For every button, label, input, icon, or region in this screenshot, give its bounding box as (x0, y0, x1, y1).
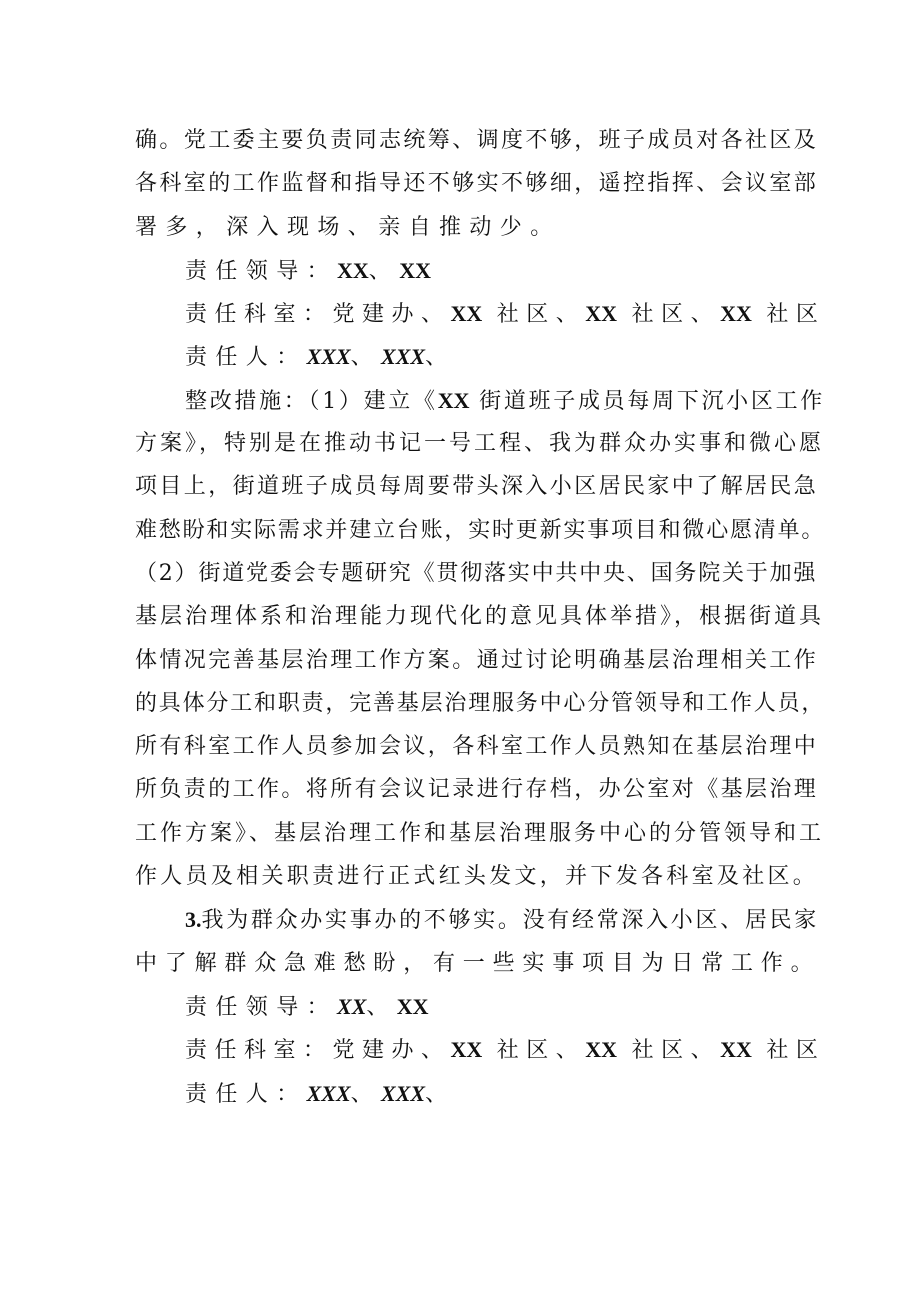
text-line (135, 162, 825, 205)
text-segment: XX (585, 1037, 618, 1063)
text-segment: 体情况完善基层治理工作方案。通过讨论明确基层治理相关工作 (135, 647, 819, 673)
text-segment: 责任领导： (185, 994, 338, 1020)
text-segment: （2）街道党委会专题研究《贯彻落实中共中央、国务院关于加强 (135, 560, 818, 586)
text-segment: 、 (350, 345, 382, 371)
text-segment: 难愁盼和实际需求并建立台账，实时更新实事项目和微心愿清单。 (135, 517, 826, 543)
text-segment: 各科室的工作监督和指导还不够实不够细，遥控指挥、会议室部 (135, 171, 819, 197)
text-segment: 、 (425, 345, 456, 371)
text-segment: 项目上，街道班子成员每周要带头深入小区居民家中了解居民急 (135, 474, 819, 500)
text-segment: 社区、 (482, 1038, 586, 1064)
text-segment: 作人员及相关职责进行正式红头发文，并下发各科室及社区。 (135, 864, 819, 890)
text-segment: 社区 (751, 302, 826, 328)
text-line (135, 985, 825, 1028)
text-segment: 确。党工委主要负责同志统筹、调度不够，班子成员对各社区及 (135, 128, 819, 153)
text-segment: XXX (381, 1080, 426, 1106)
text-segment: 社区、 (482, 302, 586, 328)
text-segment: XX (585, 301, 618, 327)
text-segment: XX (720, 301, 752, 327)
text-line (135, 595, 825, 638)
text-segment: 社区、 (617, 302, 721, 328)
text-line (135, 422, 825, 465)
text-line (135, 1072, 825, 1115)
text-line (135, 768, 825, 811)
text-segment: 中了解群众急难愁盼，有一些实事项目为日常工作。 (135, 950, 821, 976)
text-segment: 责任科室：党建办、 (185, 1038, 451, 1064)
text-segment: 的具体分工和职责，完善基层治理服务中心分管领导和工作人员， (135, 690, 826, 716)
text-line (135, 206, 825, 249)
text-segment: XX (720, 1037, 752, 1063)
text-segment: XX (450, 1037, 483, 1063)
text-segment: 、 (368, 258, 400, 284)
text-segment: 、 (350, 1081, 382, 1107)
text-segment: 方案》，特别是在推动书记一号工程、我为群众办实事和微心愿 (135, 431, 825, 457)
text-segment: XXX (306, 1080, 351, 1106)
text-segment: 责任人： (185, 1081, 307, 1107)
text-segment: XXX (306, 344, 351, 370)
text-line (135, 639, 825, 682)
text-segment: 署多，深入现场、亲自推动少。 (135, 214, 561, 240)
text-segment: 社区、 (617, 1038, 721, 1064)
text-segment: 所有科室工作人员参加会议，各科室工作人员熟知在基层治理中 (135, 734, 819, 760)
text-segment: XX (337, 257, 369, 283)
text-segment: 责任领导： (185, 258, 338, 284)
text-segment: XX (337, 993, 367, 1019)
text-segment: 社区 (751, 1038, 826, 1064)
text-line (135, 379, 825, 422)
text-segment: 所负责的工作。将所有会议记录进行存档，办公室对《基层治理 (135, 777, 819, 803)
text-segment: XX (396, 993, 429, 1019)
text-segment: 责任人： (185, 345, 307, 371)
text-segment: XX (450, 301, 483, 327)
text-line (135, 119, 825, 162)
text-segment: 街道班子成员每周下沉小区工作 (469, 388, 825, 414)
text-line (135, 682, 825, 725)
text-line (135, 1028, 825, 1071)
text-segment: 工作方案》、基层治理工作和基层治理服务中心的分管领导和工 (135, 820, 825, 846)
text-line (135, 249, 825, 292)
text-line (135, 509, 825, 552)
text-line (135, 465, 825, 508)
text-line (135, 725, 825, 768)
text-line (135, 898, 825, 941)
text-line (135, 855, 825, 898)
text-segment: 、 (366, 994, 397, 1020)
text-segment: XX (437, 387, 470, 413)
text-line (135, 552, 825, 595)
text-line (135, 292, 825, 335)
text-segment: 我为群众办实事办的不够实。没有经常深入小区、居民家 (201, 908, 820, 934)
text-line (135, 335, 825, 378)
text-segment: 责任科室：党建办、 (185, 302, 451, 328)
text-segment: XXX (381, 344, 426, 370)
text-segment: 、 (425, 1081, 456, 1107)
document-page (135, 119, 825, 1115)
text-segment: 整改措施：（1）建立《 (185, 388, 438, 414)
text-line (135, 942, 825, 985)
text-segment: XX (399, 257, 431, 283)
text-segment: 3. (185, 907, 202, 933)
text-segment: 基层治理体系和治理能力现代化的意见具体举措》，根据街道具 (135, 604, 825, 630)
text-line (135, 812, 825, 855)
